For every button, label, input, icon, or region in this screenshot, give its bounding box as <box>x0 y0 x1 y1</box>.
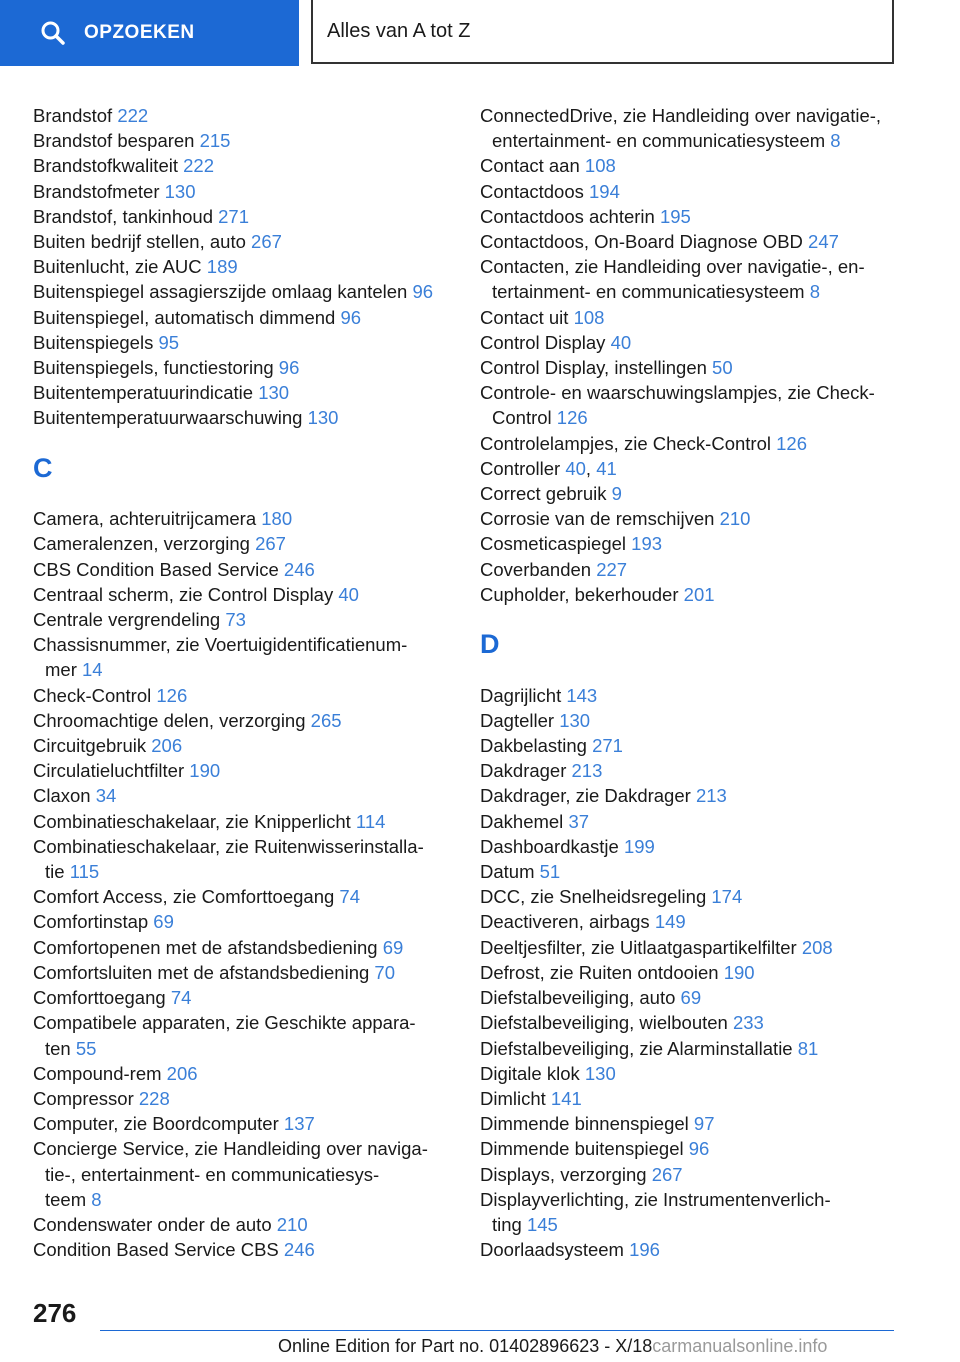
index-entry-text: Diefstalbeveiliging, zie Alarminstallatie <box>480 1037 798 1059</box>
index-entry <box>33 1212 453 1237</box>
index-entry-text: Dagrijlicht <box>480 684 567 706</box>
page-link[interactable]: 227 <box>596 558 628 580</box>
index-entry <box>480 431 900 456</box>
index-entry-text: Buitenspiegels, functiestoring <box>33 357 279 379</box>
index-entry-text: Chroomachtige delen, verzorging <box>33 709 311 731</box>
index-entry-text: Camera, achteruitrijcamera <box>33 508 262 530</box>
index-entry <box>33 355 453 380</box>
index-entry-text: Controller <box>480 457 566 479</box>
index-entry-text: Deeltjesfilter, zie Uitlaatgaspartikelfilter <box>480 936 802 958</box>
page-link[interactable]: 145 <box>526 1213 558 1235</box>
index-entry-text: Datum <box>480 861 540 883</box>
page-link[interactable]: 70 <box>374 961 395 983</box>
index-entry <box>480 1061 900 1086</box>
page-link[interactable]: 69 <box>680 987 702 1009</box>
index-column-right <box>480 103 900 1262</box>
index-entry-text: ting <box>492 1213 527 1235</box>
index-entry-text: Control Display, instellingen <box>480 357 713 379</box>
page-link[interactable]: 50 <box>712 357 733 379</box>
index-entry-text: Brandstof besparen <box>33 130 200 152</box>
index-entry <box>480 1036 900 1061</box>
index-entry <box>33 128 453 153</box>
index-entry-text: Diefstalbeveiliging, auto <box>480 987 681 1009</box>
page-link[interactable]: 40 <box>338 583 359 605</box>
index-entry-text: Contact uit <box>480 306 574 328</box>
index-entry-text: Brandstofkwaliteit <box>33 155 184 177</box>
index-entry <box>480 733 900 758</box>
index-entry <box>480 506 900 531</box>
index-entry-text: ten <box>45 1037 76 1059</box>
index-entry <box>33 708 453 733</box>
index-entry-text: Coverbanden <box>480 558 597 580</box>
index-entry <box>33 1061 453 1086</box>
index-entry-text: Concierge Service, zie Handleiding over naviga- <box>33 1138 428 1160</box>
page-link[interactable]: 247 <box>808 231 839 253</box>
section-title: Alles van A tot Z <box>311 0 894 64</box>
page-link[interactable]: 96 <box>278 357 300 379</box>
page-link[interactable]: 213 <box>571 760 603 782</box>
index-entry-text: Dimmende buitenspiegel <box>480 1138 689 1160</box>
page-link[interactable]: 9 <box>611 483 622 505</box>
index-entry <box>480 1162 900 1187</box>
index-entry <box>480 1136 900 1161</box>
index-entry <box>480 1187 900 1237</box>
page-link[interactable]: 190 <box>189 760 221 782</box>
page-link[interactable]: 130 <box>584 1062 616 1084</box>
search-icon <box>40 20 66 46</box>
page-link[interactable]: 180 <box>261 508 293 530</box>
page-link[interactable]: 213 <box>695 785 727 807</box>
page-link[interactable]: 137 <box>283 1113 315 1135</box>
page-link[interactable]: 55 <box>75 1037 97 1059</box>
page-link[interactable]: 222 <box>183 155 214 177</box>
index-entry <box>33 380 453 405</box>
index-entry <box>33 229 453 254</box>
index-entry-text: Corrosie van de remschijven <box>480 508 720 530</box>
index-entry: Controller 40, 41 <box>480 457 617 479</box>
page-link[interactable]: 193 <box>631 533 663 555</box>
index-entry-text: Controlelampjes, zie Check-Control <box>480 432 777 454</box>
index-entry <box>33 607 453 632</box>
index-entry-text: Compound-rem <box>33 1062 167 1084</box>
index-entry-text: Digitale klok <box>480 1062 585 1084</box>
index-entry <box>33 960 453 985</box>
index-entry-text: tertainment- en communicatiesysteem <box>492 281 810 303</box>
index-entry-text: Buitenlucht, zie AUC <box>33 256 207 278</box>
page-link[interactable]: 40 <box>610 331 632 353</box>
index-entry-text: ConnectedDrive, zie Handleiding over navigatie-, <box>480 105 882 126</box>
index-entry-text: entertainment- en communicatiesysteem <box>492 130 831 152</box>
index-entry <box>33 683 453 708</box>
index-entry <box>33 405 453 430</box>
page-link[interactable]: 96 <box>688 1138 710 1160</box>
index-entry <box>480 1237 900 1262</box>
index-entry <box>33 632 453 682</box>
page-link[interactable]: 267 <box>651 1163 683 1185</box>
index-entry-text: DCC, zie Snelheidsregeling <box>480 886 712 908</box>
index-entry-text: Compatibele apparaten, zie Geschikte appara- <box>33 1012 416 1034</box>
page-link[interactable]: 81 <box>797 1037 819 1059</box>
index-entry <box>480 204 900 229</box>
index-entry-text: Buitentemperatuurwaarschuwing <box>33 407 308 429</box>
index-entry-text: Doorlaadsysteem <box>480 1239 630 1261</box>
page-link[interactable]: 199 <box>623 835 655 857</box>
page-link[interactable]: 201 <box>683 583 715 605</box>
index-entry <box>33 884 453 909</box>
page-link[interactable]: 74 <box>170 987 192 1009</box>
footer-brand: carmanualsonline.info <box>652 1336 828 1356</box>
index-entry-text: Computer, zie Boordcomputer <box>33 1113 284 1135</box>
index-entry <box>480 758 900 783</box>
page-link[interactable]: 74 <box>339 886 360 908</box>
index-entry <box>480 305 900 330</box>
page-link[interactable]: 195 <box>659 205 691 227</box>
index-entry <box>480 330 900 355</box>
page-link[interactable]: 108 <box>573 306 605 328</box>
index-entry-text: Contactdoos <box>480 180 590 202</box>
page-link[interactable]: 40 <box>565 457 586 479</box>
index-entry <box>480 859 900 884</box>
index-entry-text: Dakhemel <box>480 810 569 832</box>
index-entry <box>33 557 453 582</box>
page-link[interactable]: 96 <box>340 306 362 328</box>
index-entry <box>480 834 900 859</box>
index-entry-text: Comfortinstap <box>33 911 154 933</box>
page-link[interactable]: 130 <box>307 407 339 429</box>
index-entry-text: Dakdrager <box>480 760 572 782</box>
index-entry <box>480 1111 900 1136</box>
index-entry-text: Dashboardkastje <box>480 835 624 857</box>
footer-divider <box>100 1330 894 1331</box>
page-link[interactable]: 34 <box>95 785 117 807</box>
index-entry <box>33 305 453 330</box>
page-link[interactable]: 130 <box>258 382 290 404</box>
page-link[interactable]: 108 <box>584 155 616 177</box>
index-entry <box>480 909 900 934</box>
index-entry <box>480 1086 900 1111</box>
index-entry-text: Controle- en waarschuwingslampjes, zie Check- <box>480 382 875 404</box>
index-entry-text: Comfortopenen met de afstandsbediening <box>33 936 383 958</box>
index-entry <box>33 1086 453 1111</box>
index-entry-text: Buitenspiegels <box>33 331 159 353</box>
index-column-left <box>33 103 453 1262</box>
index-entry-text: Contactdoos, On-Board Diagnose OBD <box>480 231 809 253</box>
index-entry-text: Diefstalbeveiliging, wielbouten <box>480 1012 733 1034</box>
index-entry-text: Correct gebruik <box>480 483 612 505</box>
index-entry <box>33 506 453 531</box>
index-entry <box>33 733 453 758</box>
page-link[interactable]: 206 <box>151 735 183 757</box>
index-entry-text: Comfortsluiten met de afstandsbediening <box>33 961 375 983</box>
index-entry <box>33 1237 453 1262</box>
index-entry-text: Claxon <box>33 785 96 807</box>
page-link[interactable]: 265 <box>310 709 342 731</box>
index-entry-text: Circuitgebruik <box>33 735 152 757</box>
index-entry-text: Deactiveren, airbags <box>480 911 655 933</box>
index-entry-text: Chassisnummer, zie Voertuigidentificatienum- <box>33 634 408 656</box>
index-entry-text: Cosmeticaspiegel <box>480 533 632 555</box>
index-entry-text: Centraal scherm, zie Control Display <box>33 583 339 605</box>
index-entry-text: Centrale vergrendeling <box>33 609 226 631</box>
page-link[interactable]: 69 <box>153 911 174 933</box>
index-entry <box>480 935 900 960</box>
index-entry-text: Brandstofmeter <box>33 180 165 202</box>
page-link[interactable]: 96 <box>412 281 434 303</box>
index-entry <box>33 179 453 204</box>
index-entry <box>480 783 900 808</box>
page-link[interactable]: 97 <box>693 1113 715 1135</box>
index-entry-text: Defrost, zie Ruiten ontdooien <box>480 961 724 983</box>
search-tab-button[interactable] <box>0 0 299 66</box>
page-link[interactable]: 149 <box>654 911 686 933</box>
page-link[interactable]: 126 <box>776 432 807 454</box>
index-entry <box>480 708 900 733</box>
index-entry <box>33 783 453 808</box>
index-entry <box>480 960 900 985</box>
index-entry-text: Compressor <box>33 1087 139 1109</box>
index-entry-text: Dimlicht <box>480 1087 551 1109</box>
page-link[interactable]: 196 <box>629 1239 660 1261</box>
index-entry <box>33 909 453 934</box>
index-entry <box>480 683 900 708</box>
index-entry <box>33 279 453 304</box>
index-entry-text: Brandstof <box>33 105 118 126</box>
index-entry-text: Displayverlichting, zie Instrumentenverlich- <box>480 1188 831 1210</box>
index-entry-text: Combinatieschakelaar, zie Knipperlicht <box>33 810 356 832</box>
index-entry-text: Comfort Access, zie Comforttoegang <box>33 886 340 908</box>
top-bar <box>0 0 960 66</box>
index-entry <box>480 557 900 582</box>
index-entry <box>480 153 900 178</box>
page-link[interactable]: 8 <box>91 1188 102 1210</box>
index-entry <box>33 809 453 834</box>
index-entry-text: Dagteller <box>480 709 560 731</box>
page-link[interactable]: 189 <box>206 256 238 278</box>
page-link[interactable]: 41 <box>596 457 617 479</box>
footer <box>278 1336 827 1357</box>
page-link[interactable]: 143 <box>566 684 598 706</box>
page-link[interactable]: 246 <box>283 1239 315 1261</box>
page-link[interactable]: 267 <box>251 231 282 253</box>
page-link[interactable]: 8 <box>809 281 821 303</box>
page-link[interactable]: 126 <box>156 684 188 706</box>
index-entry-text: Buitenspiegel assagierszijde omlaag kantelen <box>33 281 413 303</box>
index-entry-text: Dakbelasting <box>480 735 593 757</box>
page-link[interactable]: 37 <box>568 810 590 832</box>
index-entry <box>33 153 453 178</box>
page-link[interactable]: 130 <box>164 180 196 202</box>
index-entry-text: Buitentemperatuurindicatie <box>33 382 259 404</box>
index-entry <box>33 758 453 783</box>
index-entry-text: Cupholder, bekerhouder <box>480 583 684 605</box>
index-entry <box>480 531 900 556</box>
footer-edition: Online Edition for Part no. 01402896623 - X/18 <box>278 1336 653 1356</box>
index-entry <box>33 204 453 229</box>
index-entry-text: Circulatieluchtfilter <box>33 760 190 782</box>
page-link[interactable]: 206 <box>166 1062 198 1084</box>
index-entry <box>33 330 453 355</box>
index-entry-text: Comforttoegang <box>33 987 171 1009</box>
index-entry-text: Contacten, zie Handleiding over navigatie-, en- <box>480 256 865 278</box>
page-link[interactable]: 115 <box>69 861 100 883</box>
index-entry <box>33 531 453 556</box>
index-entry-text: Cameralenzen, verzorging <box>33 533 256 555</box>
index-entry-text: Condenswater onder de auto <box>33 1213 277 1235</box>
index-section-letter: D <box>480 629 500 660</box>
index-entry <box>33 1136 453 1212</box>
index-entry <box>480 229 900 254</box>
index-entry <box>480 985 900 1010</box>
page-link[interactable]: 208 <box>801 936 833 958</box>
page-link[interactable]: 95 <box>158 331 180 353</box>
page-link[interactable]: 233 <box>732 1012 764 1034</box>
page-link[interactable]: 69 <box>382 936 404 958</box>
index-entry <box>33 834 453 884</box>
index-entry-text: mer <box>45 659 82 681</box>
index-entry-text: Buiten bedrijf stellen, auto <box>33 231 252 253</box>
index-entry <box>480 809 900 834</box>
page-link[interactable]: 271 <box>592 735 623 757</box>
page-link[interactable]: 130 <box>559 709 591 731</box>
page-link[interactable]: 8 <box>830 130 841 152</box>
index-entry <box>480 380 900 430</box>
page-link[interactable]: 174 <box>711 886 743 908</box>
page-link[interactable]: 228 <box>138 1087 170 1109</box>
index-entry <box>480 254 900 304</box>
index-entry-text: Brandstof, tankinhoud <box>33 205 219 227</box>
page-link[interactable]: 126 <box>556 407 588 429</box>
page-link[interactable]: 246 <box>283 558 315 580</box>
index-entry-text: tie-, entertainment- en communicatiesys- <box>45 1163 380 1185</box>
index-entry-text: Dakdrager, zie Dakdrager <box>480 785 696 807</box>
index-entry-text: Displays, verzorging <box>480 1163 652 1185</box>
index-entry-text: Dimmende binnenspiegel <box>480 1113 694 1135</box>
index-entry <box>480 1010 900 1035</box>
page-link[interactable]: 190 <box>723 961 755 983</box>
index-entry <box>33 1010 453 1060</box>
search-tab-label: OPZOEKEN <box>84 22 195 43</box>
page-link[interactable]: 210 <box>719 508 751 530</box>
index-entry <box>480 179 900 204</box>
page-link[interactable]: 210 <box>276 1213 308 1235</box>
index-entry <box>33 582 453 607</box>
index-entry <box>33 254 453 279</box>
page-number: 276 <box>33 1298 77 1328</box>
index-entry <box>33 103 453 128</box>
index-entry <box>33 935 453 960</box>
index-section-letter: C <box>33 452 53 483</box>
page-link[interactable]: 222 <box>117 105 149 126</box>
index-entry <box>480 103 900 153</box>
index-entry <box>480 481 900 506</box>
index-entry <box>480 884 900 909</box>
page-link[interactable]: 114 <box>355 810 386 832</box>
index-entry <box>480 355 900 380</box>
index-entry <box>33 1111 453 1136</box>
page-link[interactable]: 73 <box>225 609 246 631</box>
page-link[interactable]: 267 <box>255 533 286 555</box>
page-link[interactable]: 215 <box>199 130 231 152</box>
index-entry-text: CBS Condition Based Service <box>33 558 284 580</box>
index-entry-text: teem <box>45 1188 92 1210</box>
page-link[interactable]: 194 <box>589 180 620 202</box>
index-entry-text: tie <box>45 861 70 883</box>
page-link[interactable]: 51 <box>539 861 561 883</box>
index-entry <box>480 582 900 607</box>
index-entry-text: Control Display <box>480 331 611 353</box>
index-entry-text: Buitenspiegel, automatisch dimmend <box>33 306 341 328</box>
index-entry-text: Check-Control <box>33 684 157 706</box>
page-link[interactable]: 271 <box>218 205 250 227</box>
index-entry-text: Contactdoos achterin <box>480 205 660 227</box>
index-entry-text: Contact aan <box>480 155 585 177</box>
page-link[interactable]: 14 <box>82 659 103 681</box>
index-entry <box>33 985 453 1010</box>
index-entry-text: Control <box>492 407 557 429</box>
index-entry-text: Combinatieschakelaar, zie Ruitenwisserinstalla- <box>33 835 424 857</box>
index-entry-text: Condition Based Service CBS <box>33 1239 284 1261</box>
page-link[interactable]: 141 <box>550 1087 582 1109</box>
